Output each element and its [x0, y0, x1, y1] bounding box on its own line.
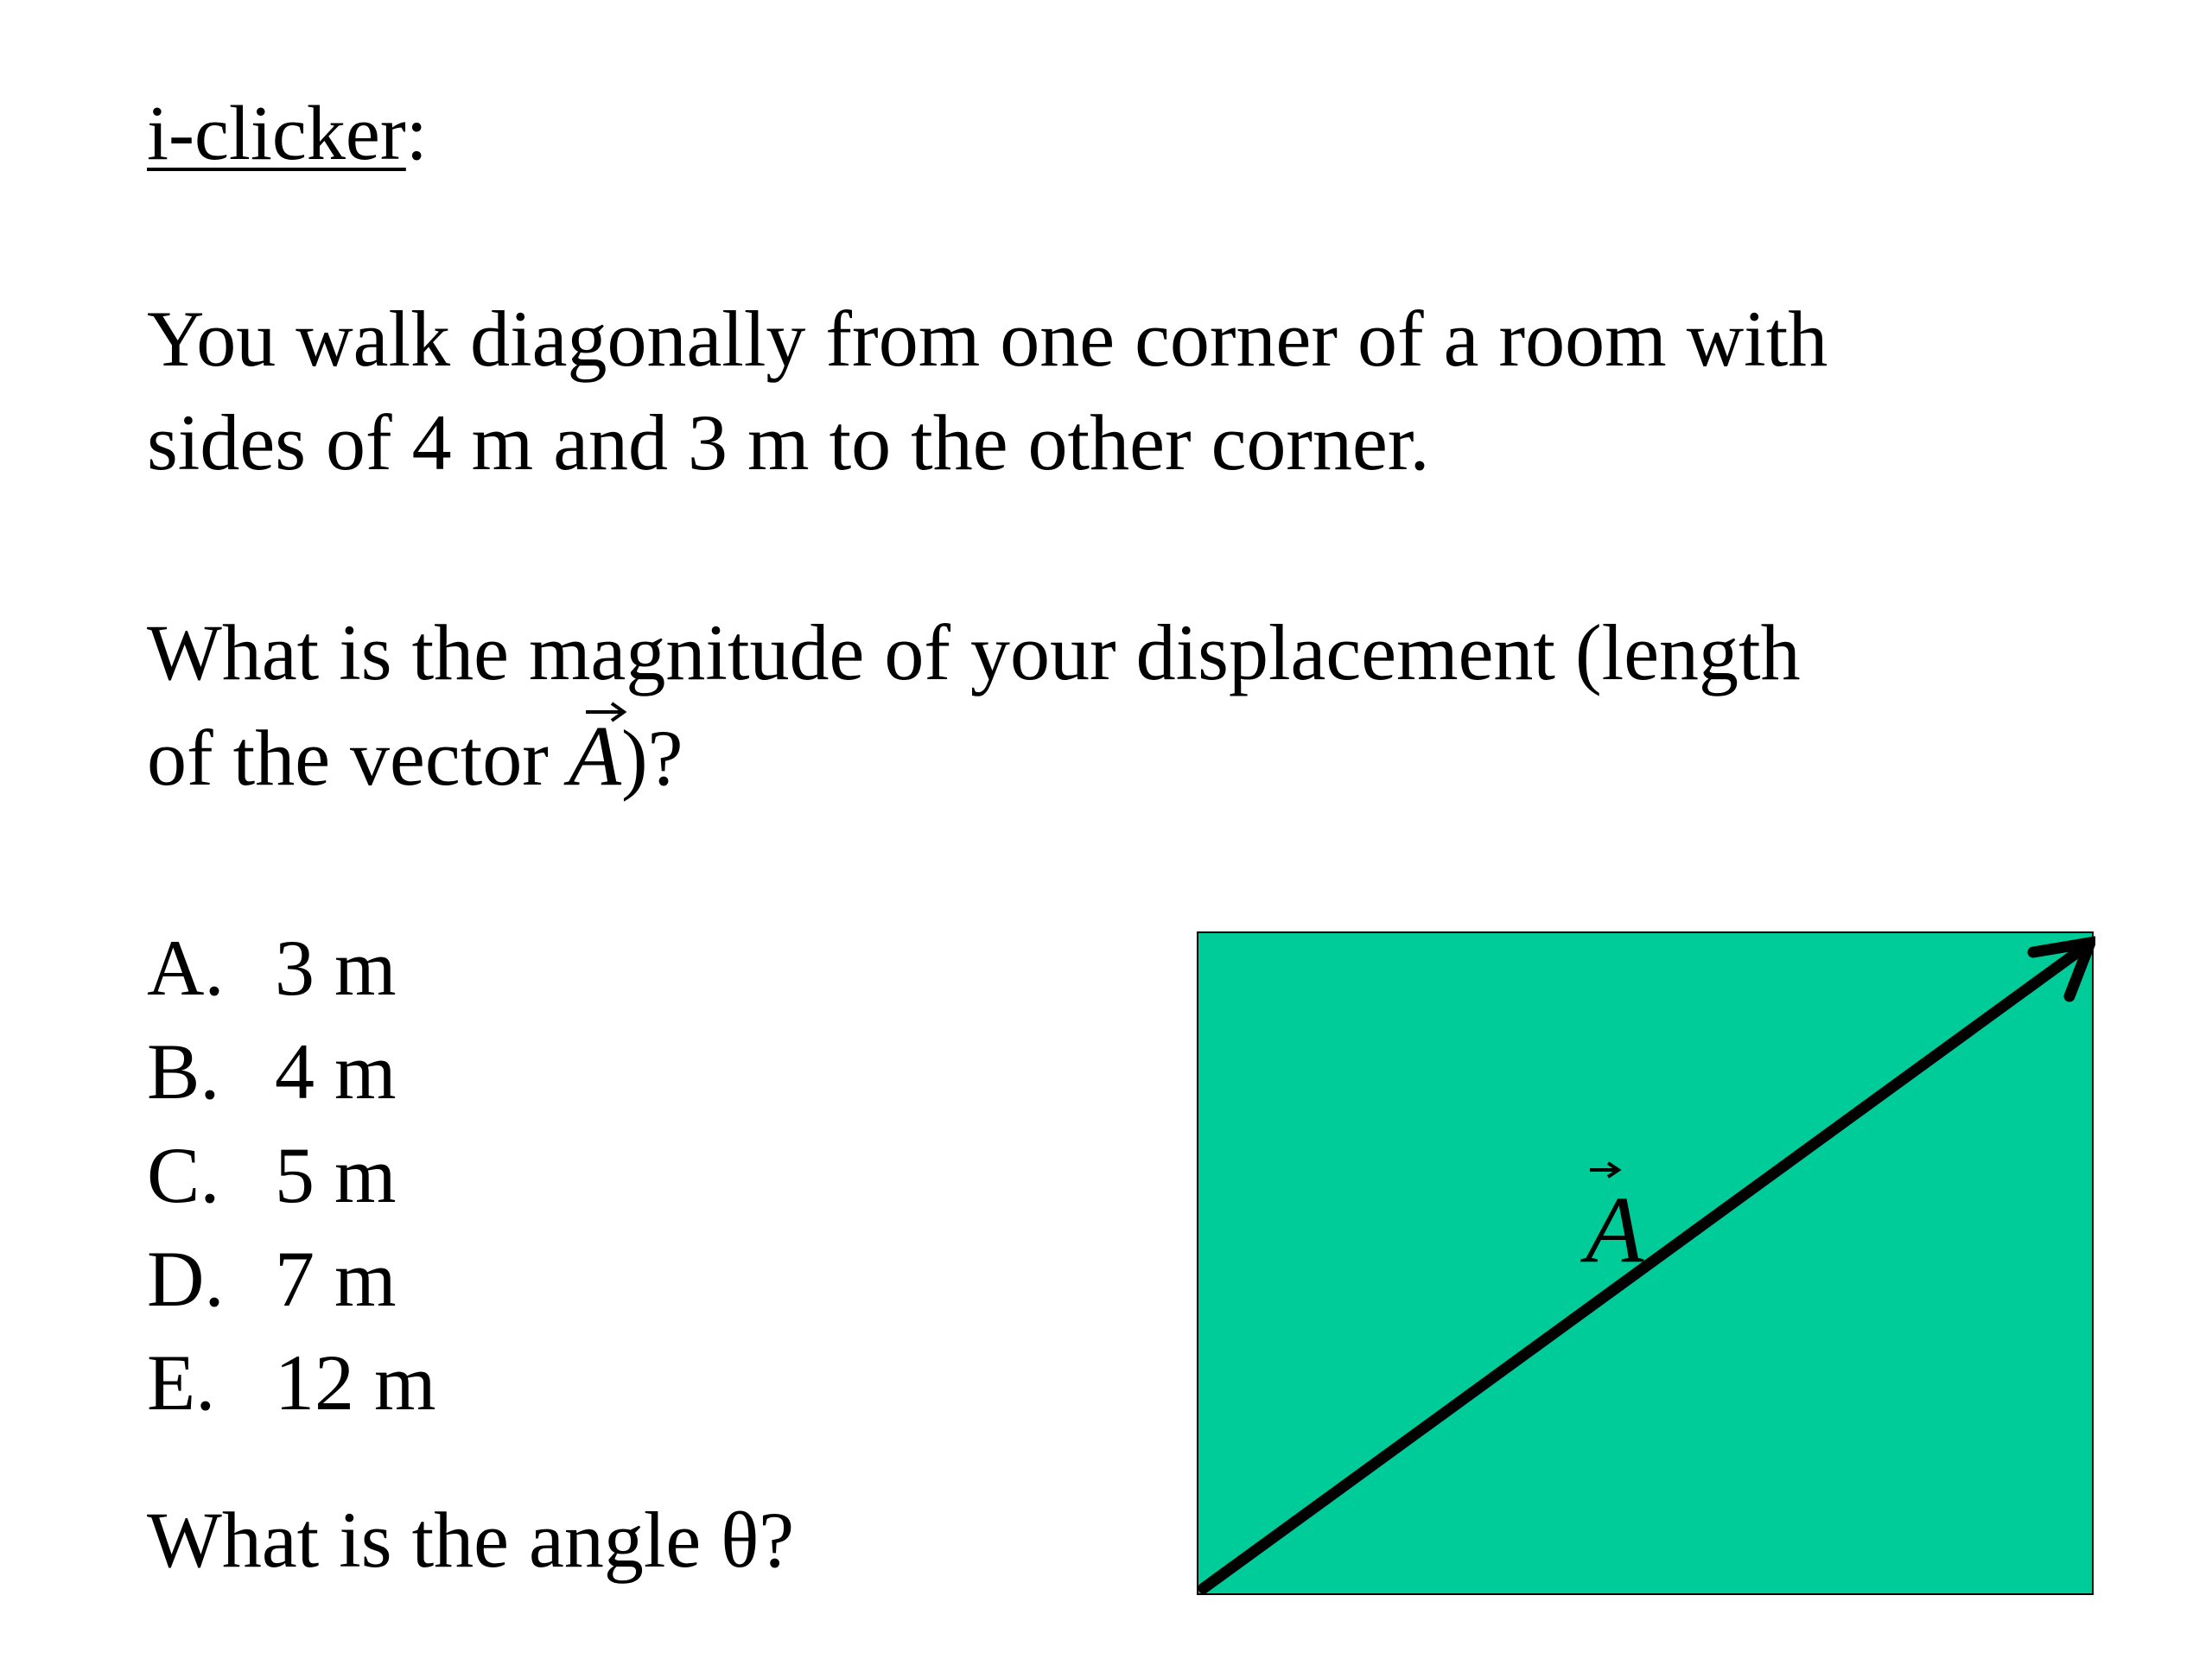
choice-letter: B. — [147, 1027, 220, 1116]
room-diagram — [1197, 931, 2095, 1597]
question-line-2-suffix: )? — [621, 714, 683, 802]
vector-a-letter: A — [568, 708, 621, 804]
choice-b — [147, 1020, 436, 1123]
choice-text: 7 m — [275, 1235, 397, 1323]
problem-statement — [147, 287, 1827, 494]
answer-choices — [147, 916, 436, 1434]
choice-text: 12 m — [275, 1338, 436, 1427]
vector-label-text: A — [1586, 1177, 1644, 1282]
question-line-1: What is the magnitude of your displacement (length — [147, 608, 1801, 696]
choice-text: 5 m — [275, 1131, 397, 1219]
slide-heading — [147, 86, 428, 181]
choice-e — [147, 1331, 436, 1434]
vector-a-symbol — [569, 704, 621, 808]
choice-letter: E. — [147, 1338, 216, 1427]
choice-letter: A. — [147, 924, 225, 1012]
problem-line-1: You walk diagonally from one corner of a room with — [147, 295, 1828, 383]
choice-letter: D. — [147, 1235, 225, 1323]
vector-arrow-icon — [584, 699, 627, 725]
choice-a — [147, 916, 436, 1020]
question-line-2 — [147, 704, 1801, 810]
question-text — [147, 601, 1801, 810]
question-line-2-prefix: of the vector — [147, 714, 569, 802]
choice-c — [147, 1123, 436, 1227]
choice-text: 3 m — [275, 924, 397, 1012]
heading-label: i-clicker — [147, 91, 406, 176]
choice-letter: C. — [147, 1131, 220, 1219]
problem-line-2: sides of 4 m and 3 m to the other corner. — [147, 398, 1430, 486]
vector-label — [1580, 1163, 1644, 1282]
heading-colon: : — [405, 91, 428, 176]
choice-d — [147, 1227, 436, 1331]
angle-question: What is the angle θ? — [147, 1496, 795, 1584]
choice-text: 4 m — [275, 1027, 397, 1116]
